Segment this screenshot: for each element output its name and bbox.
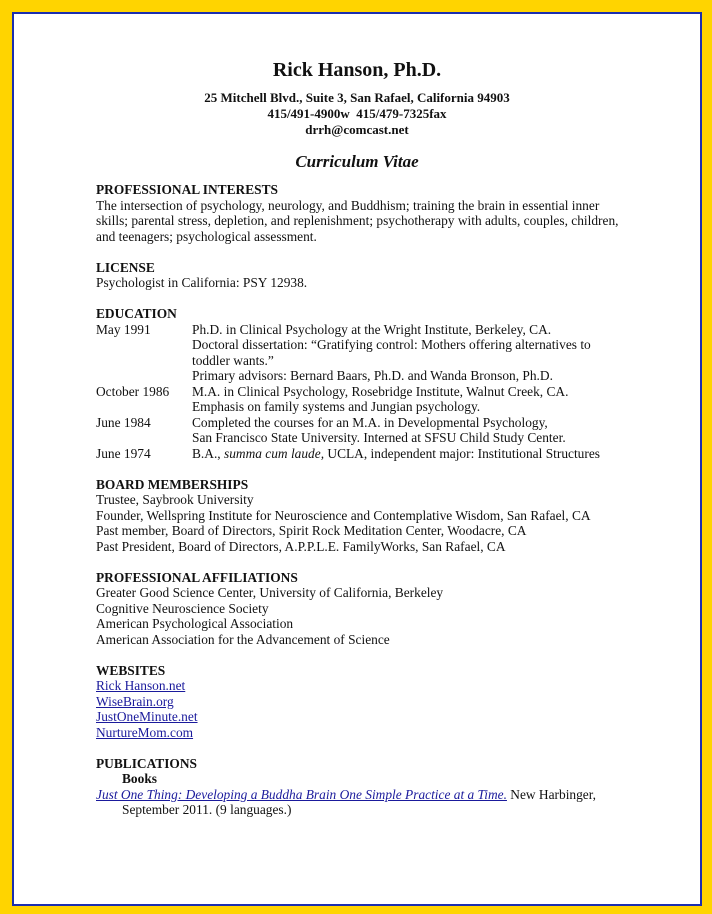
page-frame: [3, 3, 709, 911]
education-date: June 1984: [96, 414, 151, 430]
boards-heading: BOARD MEMBERSHIPS: [96, 476, 249, 492]
book-publisher: New Harbinger,: [506, 786, 597, 802]
degree-honors: summa cum laude,: [224, 445, 325, 461]
publications-heading: PUBLICATIONS: [96, 755, 197, 771]
education-entry: [96, 322, 636, 384]
education-line: Completed the courses for an M.A. in Developmental Psychology,: [192, 414, 548, 430]
affiliation-line: American Psychological Association: [96, 616, 294, 631]
document-body: [96, 182, 636, 818]
education-line: toddler wants.”: [192, 352, 274, 368]
license-heading: LICENSE: [96, 259, 155, 275]
degree-suffix: UCLA, independent major: Institutional Structures: [324, 445, 600, 461]
document-title: Curriculum Vitae: [295, 152, 419, 171]
education-entry: [96, 415, 636, 446]
board-line: Trustee, Saybrook University: [96, 492, 254, 507]
education-line: M.A. in Clinical Psychology, Rosebridge Institute, Walnut Creek, CA.: [192, 383, 569, 399]
website-link-wisebrain[interactable]: WiseBrain.org: [96, 693, 174, 709]
books-subheading: Books: [122, 771, 157, 786]
document-page: [12, 12, 702, 906]
affiliation-line: Greater Good Science Center, University of California, Berkeley: [96, 585, 444, 600]
education-date: June 1974: [96, 445, 151, 461]
interests-line: The intersection of psychology, neurology, and Buddhism; training the brain in essential inner: [96, 197, 600, 213]
website-link-rickhanson[interactable]: Rick Hanson.net: [96, 678, 186, 693]
education-line: Doctoral dissertation: “Gratifying control: Mothers offering alternatives to: [192, 337, 591, 352]
book-date: September 2011. (9 languages.): [122, 802, 292, 817]
author-name: Rick Hanson, Ph.D.: [272, 59, 442, 81]
education-entry: [96, 446, 636, 462]
board-line: Past President, Board of Directors, A.P.P.L.E. FamilyWorks, San Rafael, CA: [96, 538, 506, 554]
education-line: [192, 446, 636, 462]
board-line: Past member, Board of Directors, Spirit Rock Meditation Center, Woodacre, CA: [96, 523, 527, 538]
author-phone: 415/491-4900w 415/479-7325fax: [267, 106, 447, 121]
affiliations-heading: PROFESSIONAL AFFILIATIONS: [96, 569, 298, 585]
author-email: drrh@comcast.net: [305, 122, 409, 137]
website-link-justoneminute[interactable]: JustOneMinute.net: [96, 709, 198, 724]
interests-heading: PROFESSIONAL INTERESTS: [96, 182, 278, 197]
education-heading: EDUCATION: [96, 306, 177, 321]
website-link-nurturemom[interactable]: NurtureMom.com: [96, 724, 194, 740]
license-text: Psychologist in California: PSY 12938.: [96, 275, 308, 290]
book-entry: [96, 787, 636, 818]
board-line: Founder, Wellspring Institute for Neuroscience and Contemplative Wisdom, San Rafael, CA: [96, 507, 591, 523]
interests-line: skills; parental stress, depletion, and replenishment; psychotherapy with adults, couples, children,: [96, 213, 619, 228]
education-line: Emphasis on family systems and Jungian psychology.: [192, 399, 481, 414]
interests-line: and teenagers; psychological assessment.: [96, 228, 317, 244]
book-title-link[interactable]: Just One Thing: Developing a Buddha Brain One Simple Practice at a Time.: [96, 786, 507, 802]
education-line: Ph.D. in Clinical Psychology at the Wright Institute, Berkeley, CA.: [192, 321, 552, 337]
degree-prefix: B.A.,: [192, 445, 224, 461]
education-entry: [96, 384, 636, 415]
education-line: San Francisco State University. Interned at SFSU Child Study Center.: [192, 430, 566, 445]
author-address: 25 Mitchell Blvd., Suite 3, San Rafael, California 94903: [204, 90, 510, 105]
affiliation-line: American Association for the Advancement of Science: [96, 631, 390, 647]
education-date: October 1986: [96, 383, 170, 399]
education-date: May 1991: [96, 321, 151, 337]
websites-heading: WEBSITES: [96, 662, 166, 678]
affiliation-line: Cognitive Neuroscience Society: [96, 600, 269, 616]
education-line: Primary advisors: Bernard Baars, Ph.D. and Wanda Bronson, Ph.D.: [192, 368, 553, 383]
